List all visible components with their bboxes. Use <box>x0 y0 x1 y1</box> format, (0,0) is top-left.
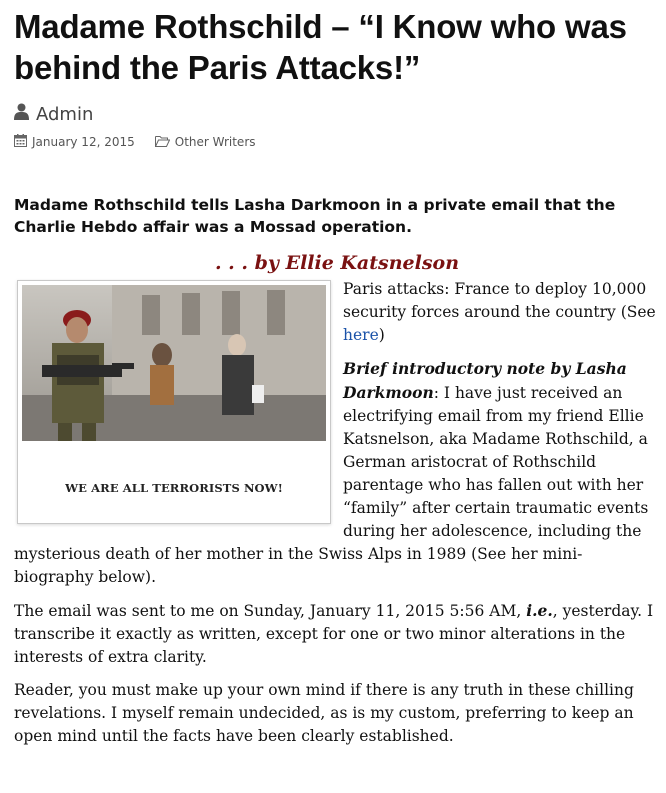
soldier-photo <box>22 285 326 441</box>
category-link[interactable]: Other Writers <box>174 135 256 149</box>
byline: . . . by Ellie Katsnelson <box>214 252 460 274</box>
intro-note-label: Brief introductory note by Lasha Darkmoon <box>343 359 627 402</box>
paragraph-3: The email was sent to me on Sunday, January 11, 2015 5:56 AM, i.e., yesterday. I transcribe it exactly as written, except for one or two minor alterations in the interests of extra clarity. <box>14 601 654 666</box>
paragraph-1: Paris attacks: France to deploy 10,000 security forces around the country (See here) <box>343 280 656 344</box>
author-line <box>14 102 660 126</box>
post-date: January 12, 2015 <box>32 135 135 149</box>
folder-icon <box>155 135 170 150</box>
figure <box>17 280 331 524</box>
article-lead: Madame Rothschild tells Lasha Darkmoon in a private email that the Charlie Hebdo affair was a Mossad operation. <box>14 196 616 236</box>
author-link[interactable]: Admin <box>36 103 94 125</box>
here-link[interactable]: here <box>343 326 379 344</box>
article-title: Madame Rothschild – “I Know who was behind the Paris Attacks!” <box>14 8 627 86</box>
calendar-icon <box>14 134 27 150</box>
paragraph-2: Brief introductory note by Lasha Darkmoon: I have just received an electrifying email from my friend Ellie Katsnelson, aka Madame Rothschild, a German aristocrat of Rothschild parentage who has fallen out with her “family” after certain traumatic events during her adolescence, including the mysterious death of her mother in the Swiss Alps in 1989 (See her mini-biography below). <box>14 359 649 586</box>
figure-caption: WE ARE ALL TERRORISTS NOW! <box>65 481 283 495</box>
paragraph-4: Reader, you must make up your own mind if there is any truth in these chilling revelations. I myself remain undecided, as is my custom, preferring to keep an open mind until the facts have been clearly established. <box>14 681 634 745</box>
post-meta <box>14 132 660 152</box>
article <box>14 0 660 758</box>
article-body <box>14 278 660 748</box>
user-icon <box>14 103 29 125</box>
